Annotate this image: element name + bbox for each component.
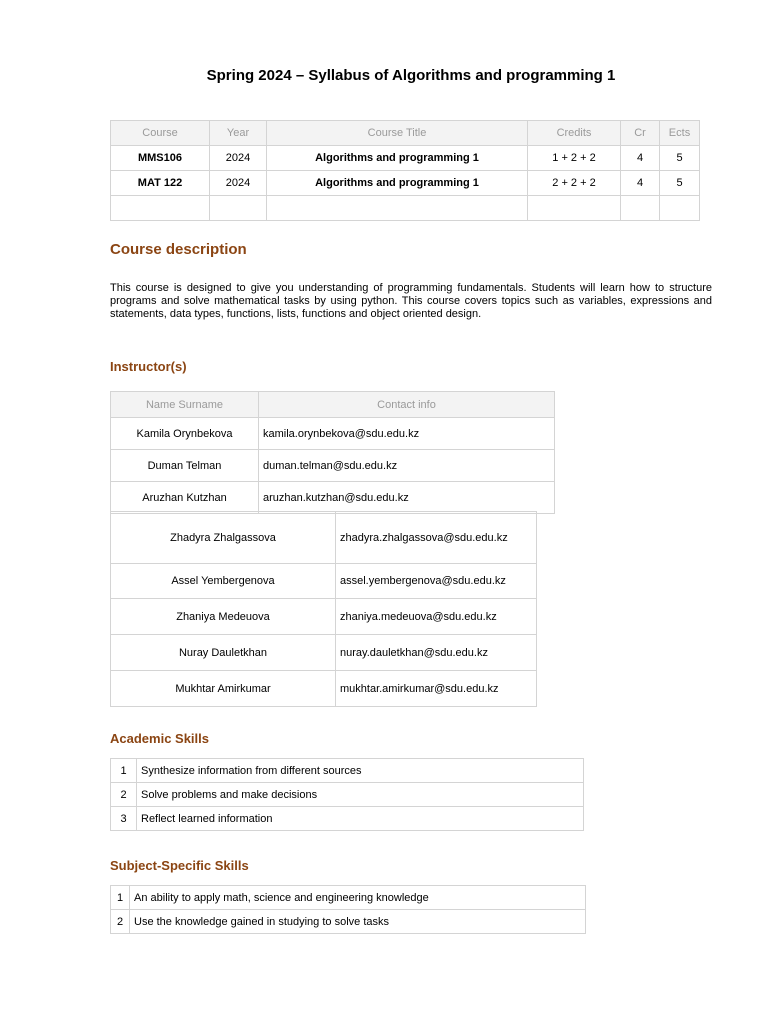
instructor-email: mukhtar.amirkumar@sdu.edu.kz [336,671,537,707]
instructor-email: zhadyra.zhalgassova@sdu.edu.kz [336,512,537,564]
skill-text: Synthesize information from different sources [137,759,584,783]
table-row [111,482,555,514]
course-description-text: This course is designed to give you understanding of programming fundamentals. Students will learn how to structure programs and solve mathematical tasks by using python. This course covers topics such as variables, expressions and statements, data types, functions, lists, functions and object oriented design. [110,282,712,320]
instructor-email: duman.telman@sdu.edu.kz [259,450,555,482]
instructor-name: Aruzhan Kutzhan [111,482,259,514]
subject-skills-table [110,885,586,934]
column-header: Year [210,121,267,146]
course-ects: 5 [660,171,700,196]
table-row [111,146,700,171]
column-header: Contact info [259,392,555,418]
skill-number: 1 [111,759,137,783]
table-row [111,635,537,671]
instructor-email: zhaniya.medeuova@sdu.edu.kz [336,599,537,635]
skill-number: 1 [111,886,130,910]
skill-text: Reflect learned information [137,807,584,831]
instructor-name: Mukhtar Amirkumar [111,671,336,707]
instructor-name: Assel Yembergenova [111,564,336,599]
table-row [111,450,555,482]
instructor-name: Duman Telman [111,450,259,482]
table-row [111,783,584,807]
instructor-name: Kamila Orynbekova [111,418,259,450]
table-row-empty [111,196,700,221]
table-header-row [111,121,700,146]
table-row [111,418,555,450]
table-row [111,759,584,783]
table-row [111,564,537,599]
instructor-name: Nuray Dauletkhan [111,635,336,671]
table-row [111,910,586,934]
table-row [111,671,537,707]
instructor-name: Zhaniya Medeuova [111,599,336,635]
skill-text: An ability to apply math, science and engineering knowledge [130,886,586,910]
section-heading-subject-skills: Subject-Specific Skills [110,858,249,873]
section-heading-instructors: Instructor(s) [110,359,187,374]
table-row [111,599,537,635]
column-header: Credits [528,121,621,146]
skill-number: 3 [111,807,137,831]
table-header-row [111,392,555,418]
course-ects: 5 [660,146,700,171]
column-header: Course [111,121,210,146]
column-header: Ects [660,121,700,146]
skill-text: Solve problems and make decisions [137,783,584,807]
instructors-table-continued [110,511,537,707]
instructor-name: Zhadyra Zhalgassova [111,512,336,564]
column-header: Name Surname [111,392,259,418]
instructor-email: assel.yembergenova@sdu.edu.kz [336,564,537,599]
instructor-email: aruzhan.kutzhan@sdu.edu.kz [259,482,555,514]
course-table [110,120,700,221]
course-title: Algorithms and programming 1 [267,146,528,171]
course-code: MMS106 [111,146,210,171]
skill-number: 2 [111,783,137,807]
instructors-table [110,391,555,514]
table-row [111,886,586,910]
column-header: Cr [621,121,660,146]
column-header: Course Title [267,121,528,146]
course-cr: 4 [621,171,660,196]
course-cr: 4 [621,146,660,171]
course-year: 2024 [210,146,267,171]
course-credits: 1 + 2 + 2 [528,146,621,171]
table-row [111,512,537,564]
course-credits: 2 + 2 + 2 [528,171,621,196]
instructor-email: kamila.orynbekova@sdu.edu.kz [259,418,555,450]
course-title: Algorithms and programming 1 [267,171,528,196]
instructor-email: nuray.dauletkhan@sdu.edu.kz [336,635,537,671]
academic-skills-table [110,758,584,831]
course-code: MAT 122 [111,171,210,196]
course-year: 2024 [210,171,267,196]
table-row [111,171,700,196]
skill-text: Use the knowledge gained in studying to solve tasks [130,910,586,934]
section-heading-course-description: Course description [110,241,247,258]
section-heading-academic-skills: Academic Skills [110,731,209,746]
table-row [111,807,584,831]
page-title: Spring 2024 – Syllabus of Algorithms and programming 1 [206,67,616,84]
skill-number: 2 [111,910,130,934]
